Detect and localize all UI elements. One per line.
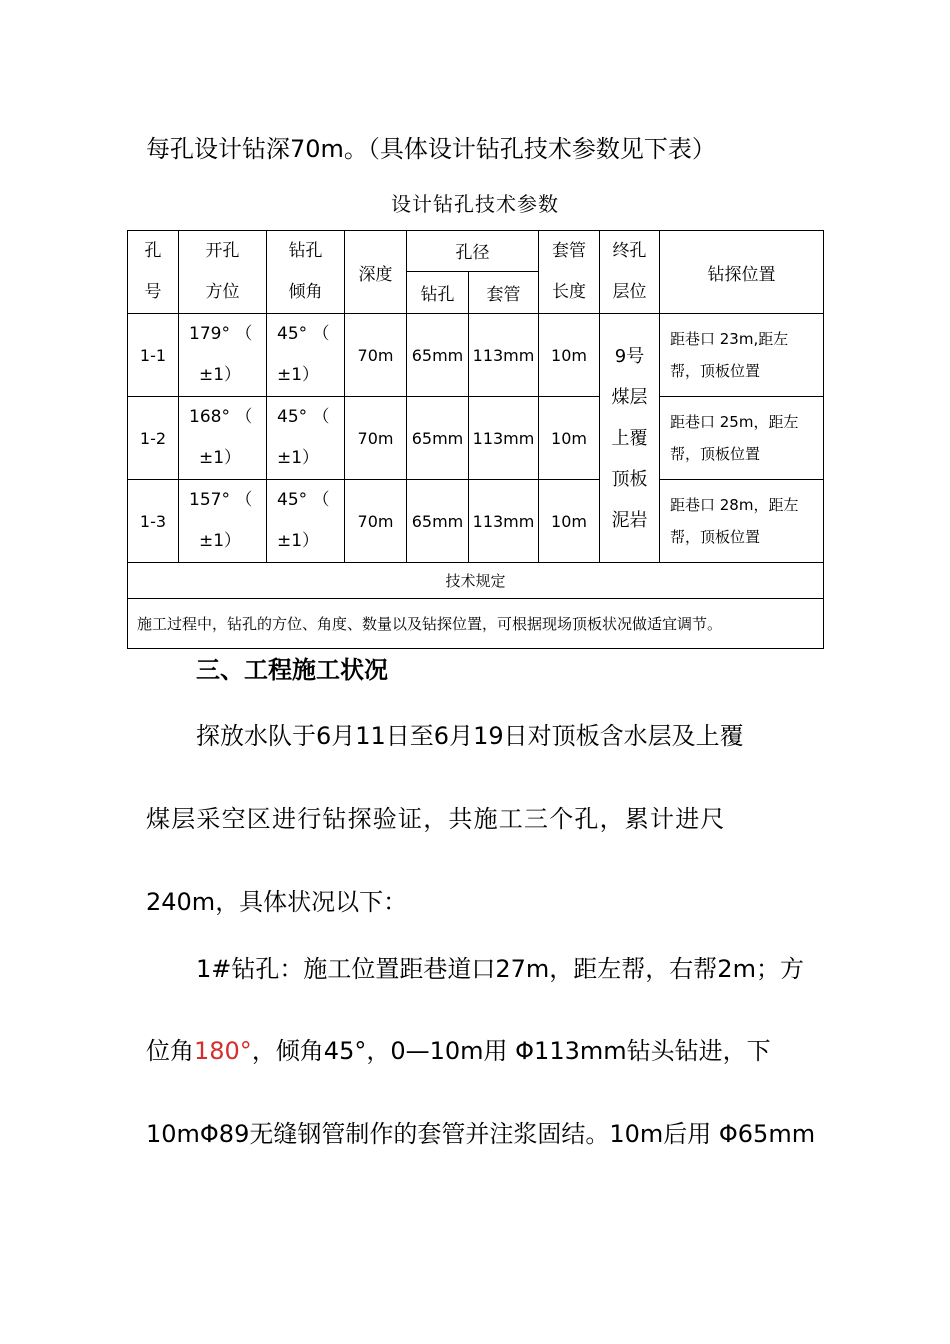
table-row — [128, 480, 824, 563]
header-hole-no-line1: 孔 — [144, 241, 162, 261]
cell-casing-diameter: 113mm — [469, 480, 539, 563]
cell-location: 距巷口 23m,距左帮，顶板位置 — [660, 314, 824, 397]
cell-azimuth-a: 179° （ — [189, 324, 253, 344]
tech-rules-text: 施工过程中，钻孔的方位、角度、数量以及钻探位置，可根据现场顶板状况做适宜调节。 — [128, 599, 824, 649]
cell-depth: 70m — [345, 480, 407, 563]
cell-depth: 70m — [345, 397, 407, 480]
cell-dip — [267, 397, 345, 480]
cell-casing-length: 10m — [539, 314, 600, 397]
cell-casing-diameter: 113mm — [469, 314, 539, 397]
header-diameter-casing: 套管 — [469, 271, 539, 313]
header-dip — [267, 231, 345, 314]
final-layer-line: 泥岩 — [611, 509, 648, 531]
cell-azimuth-a: 168° （ — [189, 407, 253, 427]
header-hole-no — [128, 231, 179, 314]
cell-dip-a: 45° （ — [277, 490, 330, 510]
cell-dip-a: 45° （ — [277, 407, 330, 427]
body-paragraph-line: 10mΦ89无缝钢管制作的套管并注浆固结。10m后用 Φ65mm — [146, 1120, 816, 1148]
cell-dip-b: ±1） — [277, 365, 320, 385]
text-segment: 位角 — [146, 1037, 194, 1065]
header-azimuth-line2: 方位 — [205, 282, 240, 302]
cell-dip — [267, 314, 345, 397]
header-casing-length-line1: 套管 — [552, 241, 586, 261]
body-paragraph-line: 240m，具体状况以下： — [146, 888, 408, 916]
tech-rules-title: 技术规定 — [128, 563, 824, 599]
cell-azimuth-b: ±1） — [199, 365, 242, 385]
cell-azimuth-b: ±1） — [199, 531, 242, 551]
intro-paragraph: 每孔设计钻深70m。（具体设计钻孔技术参数见下表） — [146, 135, 716, 163]
cell-drill-diameter: 65mm — [407, 314, 469, 397]
header-casing-length-line2: 长度 — [552, 282, 586, 302]
cell-azimuth — [179, 480, 267, 563]
header-depth: 深度 — [345, 231, 407, 314]
header-dip-line2: 倾角 — [288, 282, 323, 302]
cell-hole-no: 1-1 — [128, 314, 179, 397]
body-paragraph-line: 探放水队于6月11日至6月19日对顶板含水层及上覆 — [196, 722, 744, 750]
body-paragraph-line: 1#钻孔：施工位置距巷道口27m，距左帮，右帮2m；方 — [196, 955, 804, 983]
table-caption: 设计钻孔技术参数 — [391, 192, 559, 216]
table-row — [128, 397, 824, 480]
cell-azimuth — [179, 397, 267, 480]
header-dip-line1: 钻孔 — [288, 241, 323, 261]
final-layer-line: 9号 — [614, 345, 645, 367]
cell-hole-no: 1-2 — [128, 397, 179, 480]
section-heading: 三、工程施工状况 — [196, 656, 388, 684]
cell-location: 距巷口 25m，距左帮，顶板位置 — [660, 397, 824, 480]
cell-drill-diameter: 65mm — [407, 480, 469, 563]
final-layer-line: 顶板 — [611, 468, 648, 490]
drilling-parameters-table — [127, 230, 824, 649]
cell-depth: 70m — [345, 314, 407, 397]
text-segment: ，倾角45°，0—10m用 Φ113mm钻头钻进，下 — [251, 1037, 771, 1065]
cell-dip-a: 45° （ — [277, 324, 330, 344]
header-final-layer-line1: 终孔 — [612, 241, 647, 261]
header-final-layer — [600, 231, 660, 314]
header-casing-length — [539, 231, 600, 314]
header-location: 钻探位置 — [660, 231, 824, 314]
highlighted-azimuth: 180° — [194, 1037, 252, 1065]
cell-location: 距巷口 28m，距左帮，顶板位置 — [660, 480, 824, 563]
cell-casing-length: 10m — [539, 397, 600, 480]
cell-hole-no: 1-3 — [128, 480, 179, 563]
header-azimuth — [179, 231, 267, 314]
cell-azimuth — [179, 314, 267, 397]
body-paragraph-line: 煤层采空区进行钻探验证，共施工三个孔，累计进尺 — [146, 805, 726, 833]
cell-casing-diameter: 113mm — [469, 397, 539, 480]
cell-dip — [267, 480, 345, 563]
cell-azimuth-a: 157° （ — [189, 490, 253, 510]
cell-azimuth-b: ±1） — [199, 448, 242, 468]
header-diameter-drill: 钻孔 — [407, 271, 469, 313]
cell-casing-length: 10m — [539, 480, 600, 563]
table-row — [128, 314, 824, 397]
cell-final-layer — [600, 314, 660, 563]
header-hole-no-line2: 号 — [144, 282, 162, 302]
cell-drill-diameter: 65mm — [407, 397, 469, 480]
final-layer-line: 上覆 — [611, 427, 648, 449]
header-azimuth-line1: 开孔 — [205, 241, 240, 261]
header-final-layer-line2: 层位 — [612, 282, 647, 302]
cell-dip-b: ±1） — [277, 448, 320, 468]
body-paragraph-line — [146, 1036, 771, 1066]
cell-dip-b: ±1） — [277, 531, 320, 551]
header-diameter: 孔径 — [407, 231, 539, 272]
final-layer-line: 煤层 — [611, 386, 648, 408]
